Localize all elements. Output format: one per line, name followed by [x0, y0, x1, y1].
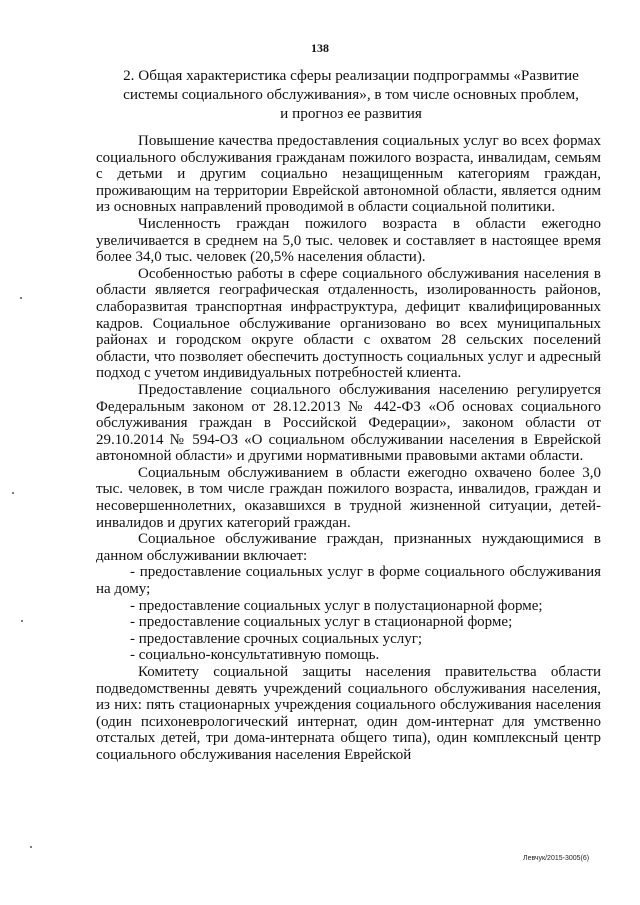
paragraph: Повышение качества предоставления социальных услуг во всех формах социального обслуживания гражданам пожилого возраста, инвалидам, семьям с детьми и другим социально незащищенным категориям граждан, проживающим на территории Еврейской автономной области, является одним из основных направлений проводимой в области социальной политики. [96, 133, 601, 216]
paragraph: Предоставление социального обслуживания населению регулируется Федеральным законом от 28.12.2013 № 442-ФЗ «Об основах социального обслуживания граждан в Российской Федерации», законом области от 29.10.2014 № 594-ОЗ «О социальном обслуживании населения в Еврейской автономной области» и другими нормативными правовыми актами области. [96, 381, 601, 465]
scan-speck [21, 620, 23, 622]
body-text [96, 133, 601, 764]
paragraph: Социальным обслуживанием в области ежегодно охвачено более 3,0 тыс. человек, в том числе граждан пожилого возраста, инвалидов, граждан и несовершеннолетних, оказавшихся в трудной жизненной ситуации, детей-инвалидов и других категорий граждан. [96, 464, 601, 531]
document-code: Левчук/2015-3005(6) [523, 855, 590, 862]
list-item: - социально-консультативную помощь. [130, 647, 380, 664]
list-item: - предоставление социальных услуг в стационарной форме; [130, 614, 513, 631]
scan-speck [20, 297, 22, 299]
paragraph: Комитету социальной защиты населения правительства области подведомственны девять учреждений социального обслуживания населения, из них: пять стационарных учреждения социального обслуживания населения (один психоневрологический интернат, один дом-интернат для умственно отсталых детей, три дома-интерната общего типа), один комплексный центр социального обслуживания населения Еврейской [96, 664, 601, 763]
list-item: - предоставление срочных социальных услуг; [130, 630, 423, 647]
heading-line: 2. Общая характеристика сферы реализации подпрограммы «Развитие [123, 67, 579, 84]
page-number: 138 [311, 41, 329, 55]
list-item: - предоставление социальных услуг в полустационарной форме; [130, 597, 543, 614]
paragraph: Социальное обслуживание граждан, признанных нуждающимися в данном обслуживании включает: [96, 531, 601, 564]
paragraph: Особенностью работы в сфере социального обслуживания населения в области является географическая отдаленность, изолированность районов, слаборазвитая транспортная инфраструктура, дефицит квалифицированных кадров. Социальное обслуживание организовано во всех муниципальных районах и городском округе области с охватом 28 сельских поселений области, что позволяет обеспечить доступность социальных услуг и адресный подход с учетом индивидуальных потребностей клиента. [96, 265, 601, 382]
heading-line: системы социального обслуживания», в том числе основных проблем, [123, 86, 579, 103]
section-heading [96, 66, 606, 123]
list-item: - предоставление социальных услуг в форме социального обслуживания на дому; [96, 564, 601, 598]
scan-speck [30, 846, 32, 848]
heading-line: и прогноз ее развития [280, 105, 422, 122]
scan-speck [12, 492, 14, 494]
paragraph: Численность граждан пожилого возраста в области ежегодно увеличивается в среднем на 5,0 тыс. человек и составляет в настоящее время более 34,0 тыс. человек (20,5% населения области). [96, 215, 601, 266]
